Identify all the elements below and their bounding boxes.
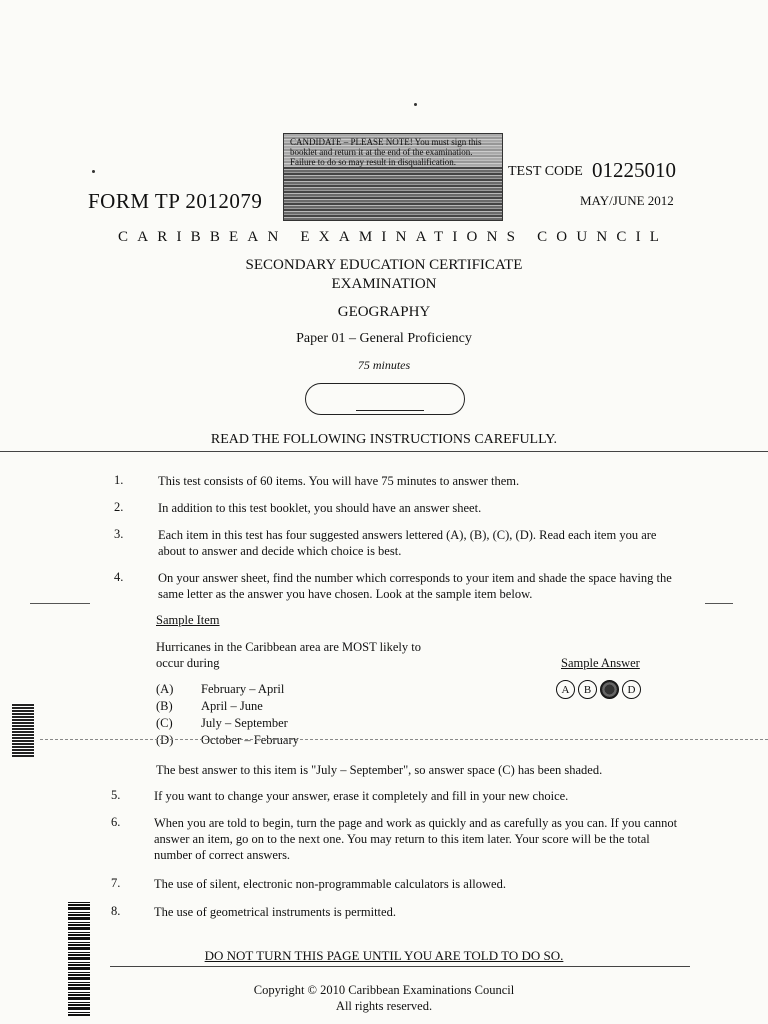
scan-artifact-line (40, 739, 768, 740)
item-number: 1. (114, 473, 124, 487)
form-code: FORM TP 2012079 (88, 189, 263, 213)
item-text: If you want to change your answer, erase it completely and fill in your new choice. (154, 789, 569, 803)
option-text: July – September (201, 716, 288, 730)
bubble-c-shaded (600, 680, 619, 699)
exam-session: MAY/JUNE 2012 (580, 193, 674, 208)
subject-title: GEOGRAPHY (337, 304, 431, 320)
instructions-rule (0, 451, 768, 452)
examination-title: EXAMINATION (331, 276, 437, 292)
certificate-title: SECONDARY EDUCATION CERTIFICATE (245, 257, 523, 273)
instructions-heading: READ THE FOLLOWING INSTRUCTIONS CAREFULLY. (210, 432, 558, 447)
candidate-number-box (305, 383, 465, 415)
bubble-d: D (622, 680, 641, 699)
test-code-label: TEST CODE (508, 164, 583, 179)
stamp-text: CANDIDATE – PLEASE NOTE! You must sign this booklet and return it at the end of the examination. Failure to do so may result in disqualification. (284, 134, 502, 167)
item-text: Each item in this test has four suggested answers lettered (A), (B), (C), (D). Read each item you are about to answer and decide which choice is best. (158, 528, 657, 558)
sample-question: Hurricanes in the Caribbean area are MOST likely to occur during (156, 640, 421, 670)
scan-speck (92, 170, 95, 173)
option-letter: (C) (156, 716, 173, 730)
item-text: This test consists of 60 items. You will have 75 minutes to answer them. (158, 474, 520, 488)
test-code-value: 01225010 (592, 158, 676, 182)
item-text: The use of geometrical instruments is permitted. (154, 905, 396, 919)
rights-notice: All rights reserved. (335, 999, 433, 1013)
option-text: April – June (201, 699, 263, 713)
option-text: February – April (201, 682, 285, 696)
candidate-notice-stamp (283, 133, 503, 221)
scan-speck (414, 103, 417, 106)
item-number: 2. (114, 500, 124, 514)
bubble-a: A (556, 680, 575, 699)
item-number: 6. (111, 815, 121, 829)
item-text: In addition to this test booklet, you should have an answer sheet. (158, 501, 482, 515)
margin-mark (705, 603, 733, 604)
footer-rule (110, 966, 690, 967)
do-not-turn-warning: DO NOT TURN THIS PAGE UNTIL YOU ARE TOLD TO DO SO. (204, 948, 564, 963)
item-text: When you are told to begin, turn the page and work as quickly and as carefully as you can. If you cannot answer an item, go on to the next one. You may return to this item later. Your score will be the total number of correct answers. (154, 816, 678, 862)
margin-mark (30, 603, 90, 604)
item-number: 8. (111, 904, 121, 918)
item-number: 4. (114, 570, 124, 584)
option-letter: (D) (156, 733, 174, 747)
sample-item-heading: Sample Item (156, 613, 220, 627)
barcode (68, 900, 90, 1016)
sample-explanation: The best answer to this item is "July – September", so answer space (C) has been shaded. (156, 763, 603, 777)
paper-title: Paper 01 – General Proficiency (296, 331, 472, 346)
item-text: On your answer sheet, find the number which corresponds to your item and shade the space having the same letter as the answer you have chosen. Look at the sample item below. (158, 571, 672, 601)
item-number: 5. (111, 788, 121, 802)
item-text: The use of silent, electronic non-programmable calculators is allowed. (154, 877, 506, 891)
item-number: 7. (111, 876, 121, 890)
copyright-notice: Copyright © 2010 Caribbean Examinations Council (253, 983, 515, 997)
bubble-b: B (578, 680, 597, 699)
item-number: 3. (114, 527, 124, 541)
option-text: October – February (201, 733, 299, 747)
option-letter: (B) (156, 699, 173, 713)
council-name: CARIBBEAN EXAMINATIONS COUNCIL (118, 229, 669, 245)
sample-answer-label: Sample Answer (561, 656, 640, 670)
sample-answer-bubbles (556, 680, 641, 699)
side-barcode (12, 703, 34, 757)
option-letter: (A) (156, 682, 174, 696)
duration: 75 minutes (357, 358, 411, 372)
